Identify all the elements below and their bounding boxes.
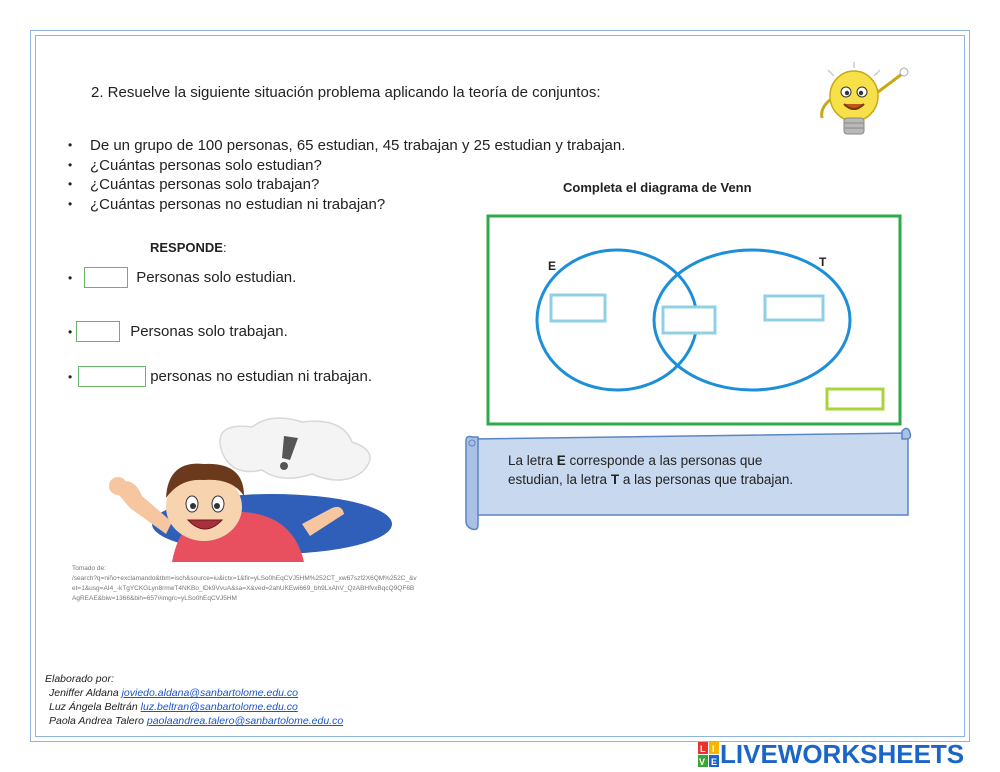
author-email-link[interactable]: luz.beltran@sanbartolome.edu.co [140,701,298,713]
scroll-text [508,451,888,489]
svg-text:E: E [711,756,718,767]
venn-input-neither[interactable] [827,389,883,409]
svg-text:I: I [712,743,715,754]
answer-row-solo-estudian [68,267,296,288]
answer-row-ninguno [68,366,372,387]
list-item: • ¿Cuántas personas no estudian ni trabajan? [68,195,625,215]
brand-name: LIVEWORKSHEETS [720,739,965,769]
lightbulb-mascot-icon [808,62,923,144]
responde-heading: RESPONDE: [150,240,227,255]
scroll-line-1: La letra E corresponde a las personas que [508,453,763,468]
answer-label: Personas solo trabajan. [130,323,288,340]
venn-title: Completa el diagrama de Venn [563,180,752,195]
bullet-icon: • [68,369,73,384]
bullet-icon: • [68,324,73,339]
answer-input-solo-estudian[interactable] [84,267,128,288]
source-url: /search?q=niño+exclamando&tbm=isch&source=iu&ictx=1&fir=yLSo0hEqCVJ5HM%252CT_xw67szf2X6QM%252C_&vet=1&usg=AI4_-kTgYCKGLyn8rmwT4NKBo_lDk9VvuA&sa=X&ved=2ahUKEwi669_bh9LxAhV_QzABHfvxBqcQ9QF6BAgREAE&biw=1366&bih=657#imgrc=yLSo0hEqCVJ5HM [72,575,417,602]
venn-input-intersection[interactable] [663,307,715,333]
author-email-link[interactable]: joviedo.aldana@sanbartolome.edu.co [121,687,299,699]
credit-author: Paola Andrea Talero paolaandrea.talero@sanbartolome.edu.co [49,715,344,727]
source-label: Tomado de: [72,565,106,572]
answer-label: personas no estudian ni trabajan. [150,368,373,385]
answer-input-solo-trabajan[interactable] [76,321,120,342]
credit-author: Luz Ángela Beltrán luz.beltran@sanbartolome.edu.co [49,701,298,713]
svg-text:V: V [699,756,706,767]
venn-label-e: E [548,259,557,273]
answer-row-solo-trabajan [68,321,288,342]
answer-input-ninguno[interactable] [78,366,146,387]
liveworksheets-brand [698,739,964,770]
list-item: • ¿Cuántas personas solo estudian? [68,156,625,176]
author-email-link[interactable]: paolaandrea.talero@sanbartolome.edu.co [146,715,344,727]
kid-exclaiming-illustration [72,412,402,562]
venn-label-t: T [819,255,827,269]
scroll-line-2: estudian, la letra T a las personas que trabajan. [508,472,794,487]
bullet-icon: • [68,270,73,285]
credits-heading: Elaborado por: [45,673,114,685]
question-list [68,136,625,214]
answer-label: Personas solo estudian. [136,269,297,286]
venn-input-only-t[interactable] [765,296,823,320]
list-item: • De un grupo de 100 personas, 65 estudian, 45 trabajan y 25 estudian y trabajan. [68,136,625,156]
credit-author: Jeniffer Aldana joviedo.aldana@sanbartolome.edu.co [49,687,299,699]
image-source [72,564,417,604]
list-item: • ¿Cuántas personas solo trabajan? [68,175,625,195]
credits [45,672,343,728]
svg-text:L: L [700,743,706,754]
liveworksheets-logo-icon [698,742,720,768]
venn-diagram [485,213,905,429]
problem-title: 2. Resuelve la siguiente situación problema aplicando la teoría de conjuntos: [91,84,601,101]
venn-input-only-e[interactable] [551,295,605,321]
